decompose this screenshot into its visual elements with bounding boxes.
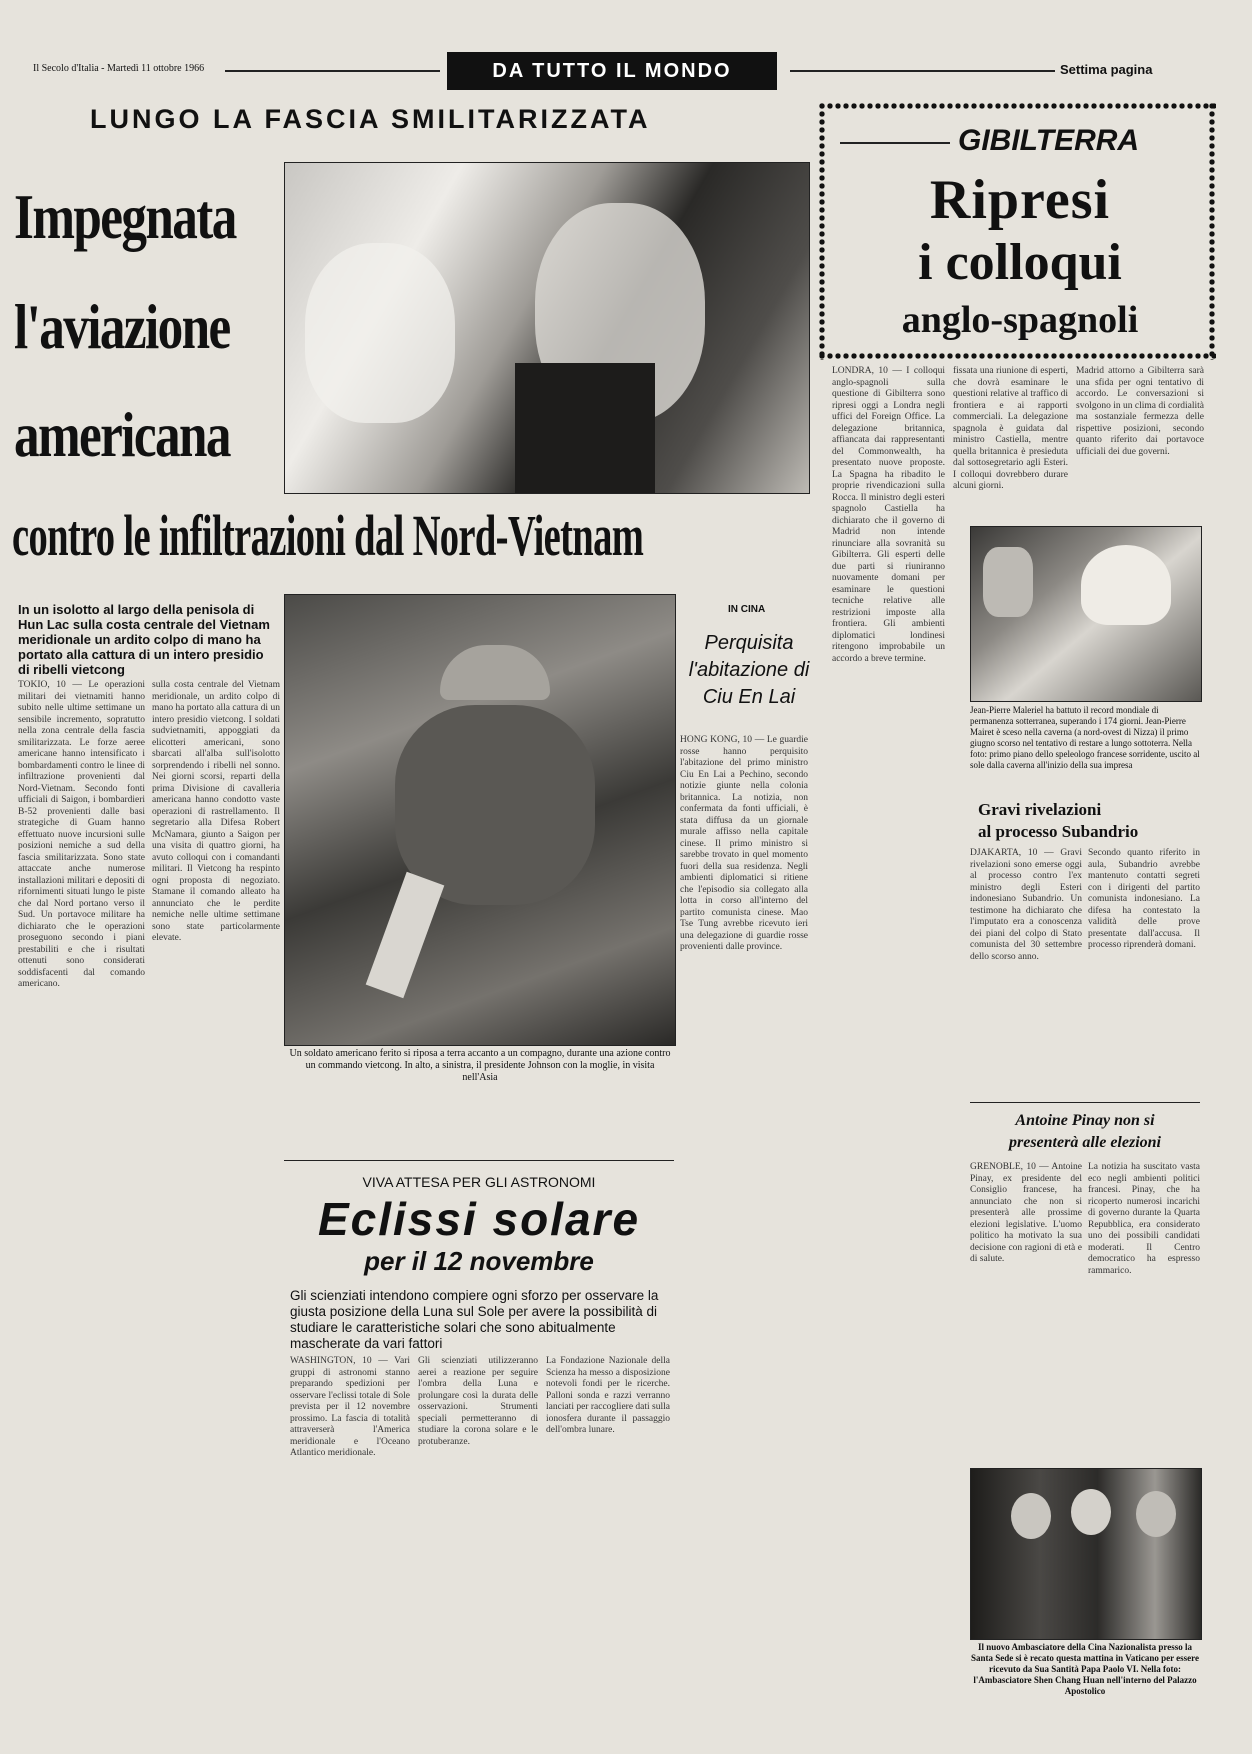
- gibilterra-col-3: Madrid attorno a Gibilterra sarà una sfida per ogni tentativo di accordo. Le conversazioni si svolgono in un clima di cordialità ma sostanziale fermezza delle rispettive posizioni, secondo quanto riferito dai portavoce ufficiali dei due governi.: [1076, 366, 1204, 457]
- eclipse-col-3: La Fondazione Nazionale della Scienza ha messo a disposizione notevoli fondi per le ricerche. Palloni sonda e razzi verranno lanciati per raccogliere dati sulla ionosfera durante il passaggio dell'ombra lunare.: [546, 1356, 670, 1435]
- cina-col: HONG KONG, 10 — Le guardie rosse hanno perquisito l'abitazione del primo ministro Ciu En Lai a Pechino, secondo notizie giunte nella colonia britannica. La notizia, non confermata da fonti ufficiali, è stata diffusa da un giornale murale affisso nella capitale cinese. Il primo ministro si sarebbe trovato in quel momento fuori della sua residenza. Negli ambienti diplomatici si ritiene che l'episodio sia collegato alla lotta in corso all'interno del partito comunista cinese. Mao Tse Tung avrebbe ricevuto ieri una delegazione di guardie rosse provenienti dalle province.: [680, 735, 808, 952]
- gibilterra-headline-1: Ripresi: [929, 169, 1111, 231]
- gibilterra-border-top: [818, 102, 1216, 110]
- eclipse-kicker: VIVA ATTESA PER GLI ASTRONOMI: [362, 1174, 596, 1190]
- masthead-rule-left: [225, 70, 440, 72]
- masthead-right: Settima pagina: [1060, 62, 1153, 77]
- photo-johnson: [284, 162, 810, 494]
- gibilterra-border-bottom: [818, 352, 1216, 360]
- photo-soldier-caption: Un soldato americano ferito si riposa a terra accanto a un compagno, durante una azione contro un commando vietcong. In alto, a sinistra, il presidente Johnson con la moglie, in visita nell'Asia: [289, 1048, 671, 1083]
- main-summary: In un isolotto al largo della penisola di Hun Lac sulla costa centrale del Vietnam meridionale un ardito colpo di mano ha portato alla cattura di un intero presidio di ribelli vietcong: [18, 602, 270, 677]
- eclipse-headline-2: per il 12 novembre: [364, 1246, 594, 1276]
- main-headline-1: Impegnata: [14, 181, 236, 252]
- subandrio-headline-1: Gravi rivelazioni: [978, 800, 1102, 819]
- masthead-banner: DA TUTTO IL MONDO: [447, 52, 777, 90]
- pinay-headline-2: presenterà alle elezioni: [1009, 1134, 1161, 1151]
- subandrio-headline-2: al processo Subandrio: [978, 822, 1139, 841]
- main-kicker: LUNGO LA FASCIA SMILITARIZZATA: [90, 104, 651, 134]
- eclipse-top-rule: [284, 1160, 674, 1161]
- main-headline-bottom: contro le infiltrazioni dal Nord-Vietnam: [12, 503, 644, 568]
- gibilterra-headline-3: anglo-spagnoli: [901, 299, 1139, 341]
- subandrio-col-1: DJAKARTA, 10 — Gravi rivelazioni sono emerse oggi al processo contro l'ex ministro degli Esteri indonesiano Subandrio. Un testimone ha dichiarato che l'imputato era a conoscenza dei piani del colpo di Stato comunista del 30 settembre dello scorso anno.: [970, 848, 1082, 962]
- main-headline-2: l'aviazione: [14, 291, 230, 362]
- subandrio-col-2: Secondo quanto riferito in aula, Subandrio avrebbe mantenuto contatti segreti con i dirigenti del partito comunista indonesiano. La difesa ha contestato la validità delle prove presentate dall'accusa. Il processo riprenderà domani.: [1088, 848, 1200, 950]
- cina-headline: Perquisita l'abitazione di Ciu En Lai: [688, 632, 810, 708]
- pinay-top-rule: [970, 1102, 1200, 1103]
- pinay-col-1: GRENOBLE, 10 — Antoine Pinay, ex presidente del Consiglio francese, ha annunciato che non si presenterà alle prossime elezioni legislative. L'uomo politico ha motivato la sua decisione con ragioni di età e di salute.: [970, 1162, 1082, 1264]
- gibilterra-col-2: fissata una riunione di esperti, che dovrà esaminare le questioni relative al traffico di frontiera e ai rapporti commerciali. La delegazione spagnola è guidata dal ministro Castiella, mentre quella britannica è presieduta dal sottosegretario agli Esteri. I colloqui dovrebbero durare alcuni giorni.: [953, 366, 1068, 491]
- eclipse-headline-1: Eclissi solare: [317, 1193, 641, 1245]
- gibilterra-headline-2: i colloqui: [918, 234, 1122, 291]
- pinay-headline-1: Antoine Pinay non si: [1015, 1112, 1155, 1129]
- masthead-rule-right: [790, 70, 1055, 72]
- pinay-col-2: La notizia ha suscitato vasta eco negli ambienti politici francesi. Pinay, che ha ricoperto numerosi incarichi di governo durante la Quarta Repubblica, era considerato uno dei possibili candidati moderati. Il Centro democratico ha espresso rammarico.: [1088, 1162, 1200, 1276]
- main-col-2: sulla costa centrale del Vietnam meridionale, un ardito colpo di mano ha portato alla cattura di un intero presidio vietcong. I soldati sudvietnamiti, appoggiati da elicotteri americani, sono sbarcati all'alba sull'isolotto sorprendendo i ribelli nel sonno. Nei giorni scorsi, reparti della prima Divisione di cavalleria americana hanno condotto vaste operazioni di rastrellamento. Il segretario alla Difesa Robert McNamara, giunto a Saigon per una visita di quattro giorni, ha avuto colloqui con i comandanti militari. Il Vietcong ha respinto ogni proposta di negoziato. Stamane il comando alleato ha annunciato che le perdite nemiche nelle ultime settimane sono state particolarmente elevate.: [152, 680, 280, 943]
- gibilterra-kicker-rule: [840, 142, 950, 144]
- eclipse-summary: Gli scienziati intendono compiere ogni sforzo per osservare la giusta posizione della Luna sul Sole per avere la possibilità di studiare le caratteristiche solari che sono abitualmente mascherate da vari fattori: [290, 1288, 659, 1351]
- masthead-left: Il Secolo d'Italia - Martedì 11 ottobre 1966: [33, 63, 205, 74]
- gibilterra-border-right: [1208, 102, 1216, 360]
- eclipse-col-2: Gli scienziati utilizzeranno aerei a reazione per seguire l'ombra della Luna e prolungare così la durata delle osservazioni. Strumenti speciali permetteranno di studiare la corona solare e le protuberanze.: [418, 1356, 538, 1447]
- photo-vatican-caption: Il nuovo Ambasciatore della Cina Nazionalista presso la Santa Sede si è recato questa mattina in Vaticano per essere ricevuto da Sua Santità Papa Paolo VI. Nella foto: l'Ambasciatore Shen Chang Huan nell'interno del Palazzo Apostolico: [971, 1642, 1199, 1696]
- eclipse-col-1: WASHINGTON, 10 — Vari gruppi di astronomi stanno preparando spedizioni per osservare l'eclissi totale di Sole prevista per il 12 novembre prossimo. La fascia di totalità attraverserà l'America meridionale e l'Oceano Atlantico meridionale.: [290, 1356, 410, 1458]
- gibilterra-kicker: GIBILTERRA: [958, 124, 1140, 157]
- photo-vatican: [970, 1468, 1202, 1640]
- main-headline-3: americana: [14, 399, 230, 470]
- photo-soldier: [284, 594, 676, 1046]
- main-col-1: TOKIO, 10 — Le operazioni militari dei vietnamiti hanno subito nelle ultime settimane un sensibile incremento, sopratutto nella zona centrale della fascia smilitarizzata. Le forze aeree americane hanno intensificato i bombardamenti contro le linee di infiltrazione provenienti dal Nord-Vietnam. Secondo fonti ufficiali di Saigon, i bombardieri B-52 provenienti dalle basi strategiche di Guam hanno effettuato nuove incursioni sulle posizioni nemiche a sud della fascia smilitarizzata. Sono state attaccate anche numerose installazioni militari e depositi di rifornimenti situati lungo le piste che dal Nord portano verso il Sud. Un portavoce militare ha dichiarato che le operazioni proseguono secondo i piani prestabiliti e che i risultati ottenuti sono considerati soddisfacenti dal comando americano.: [18, 680, 145, 989]
- gibilterra-col-1: LONDRA, 10 — I colloqui anglo-spagnoli sulla questione di Gibilterra sono ripresi oggi a Londra negli uffici del Foreign Office. La delegazione britannica, affiancata dai rappresentanti del Commonwealth, ha presentato nuove proposte. La Spagna ha ribadito le proprie rivendicazioni sulla Rocca. Il ministro degli esteri spagnolo Castiella ha dichiarato che il governo di Madrid non intende rinunciare alla sovranità su Gibilterra. Gli esperti delle due parti si riuniranno nuovamente domani per esaminare le questioni tecniche relative alle restrizioni imposte alla frontiera. Gli ambienti diplomatici londinesi ritengono improbabile un accordo a breve termine.: [832, 366, 945, 664]
- photo-pilot-caption: Jean-Pierre Maleriel ha battuto il record mondiale di permanenza sotterranea, superando i 174 giorni. Jean-Pierre Mairet è sceso nella caverna (a nord-ovest di Nizza) il primo giugno scorso nel tentativo di restare a lungo sottoterra. Nella foto: primo piano dello speleologo francese sorridente, uscito al sole dalla caverna all'inizio della sua impresa: [970, 705, 1200, 770]
- gibilterra-border-left: [818, 102, 826, 360]
- photo-pilot: [970, 526, 1202, 702]
- cina-kicker: IN CINA: [728, 604, 766, 615]
